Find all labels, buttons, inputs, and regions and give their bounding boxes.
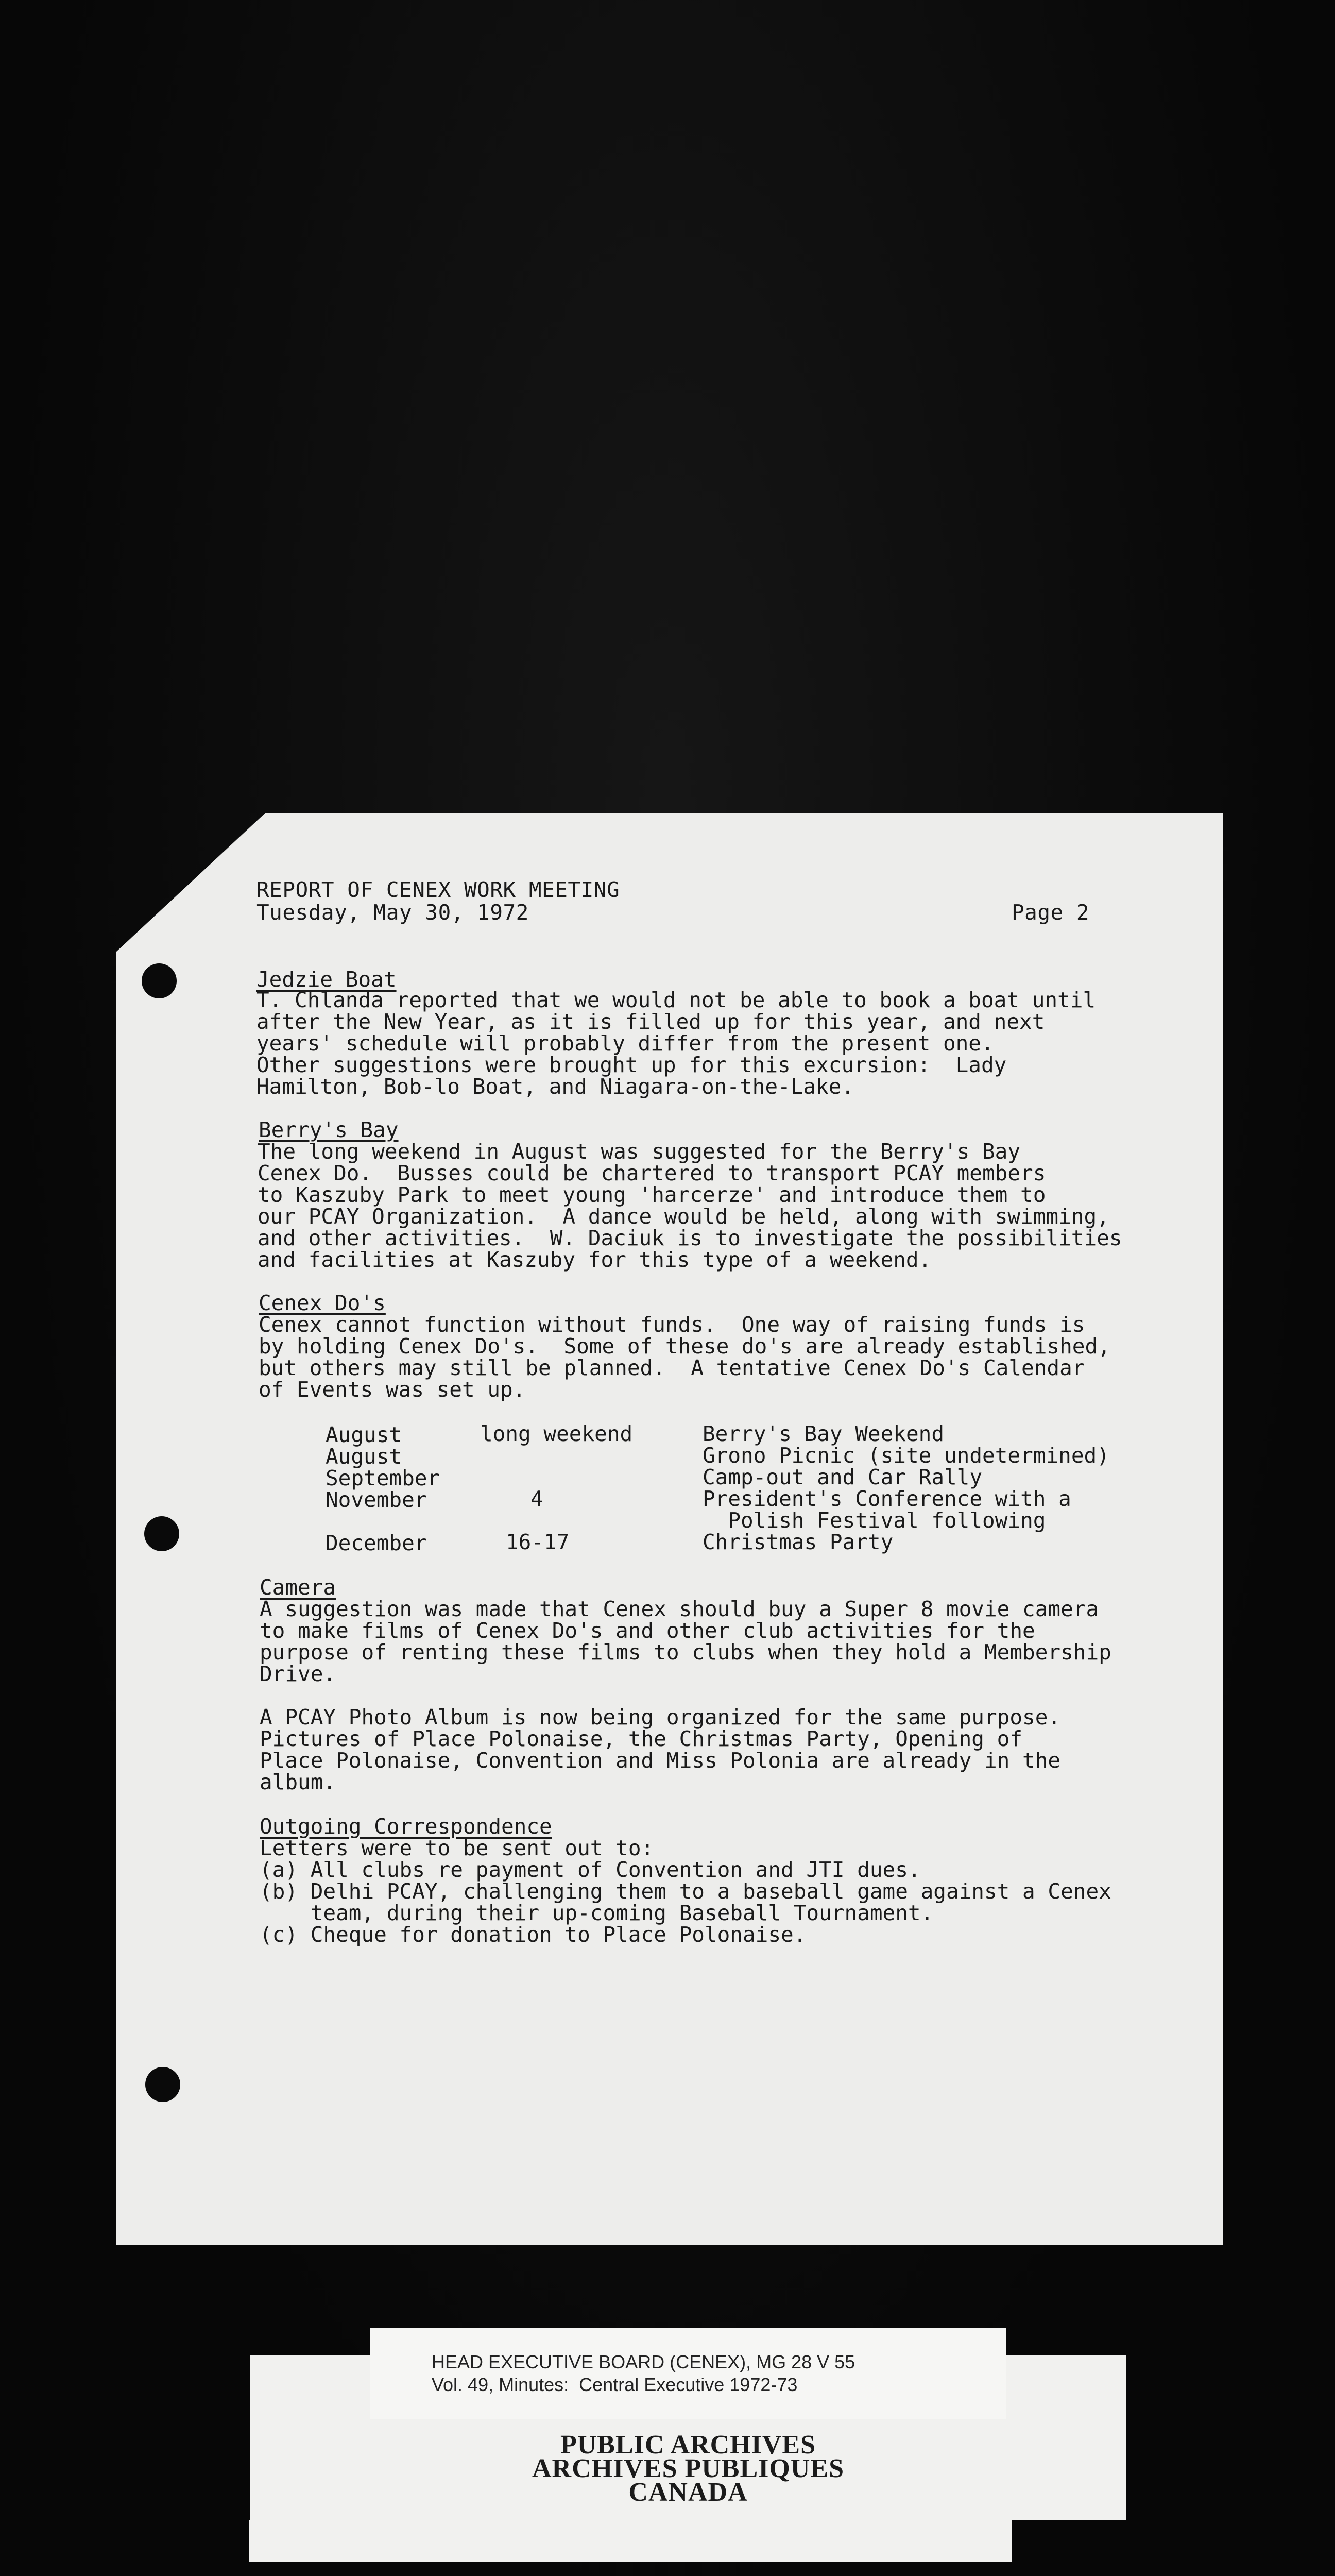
body-line: T. Chlanda reported that we would not be able to book a boat until: [256, 988, 1096, 1012]
calendar-month: December: [326, 1531, 427, 1555]
archive-reference-label: [370, 2328, 1006, 2419]
body-line: A suggestion was made that Cenex should buy a Super 8 movie camera: [260, 1597, 1099, 1621]
section-heading-camera: Camera: [260, 1575, 336, 1600]
body-line: years' schedule will probably differ from the present one.: [256, 1031, 994, 1056]
punch-hole-bottom: [145, 2067, 180, 2102]
archive-reference-line1: HEAD EXECUTIVE BOARD (CENEX), MG 28 V 55: [432, 2351, 855, 2372]
calendar-event: Christmas Party: [703, 1530, 894, 1554]
body-line: to Kaszuby Park to meet young 'harcerze' and introduce them to: [258, 1182, 1046, 1207]
body-line: by holding Cenex Do's. Some of these do's are already established,: [259, 1334, 1110, 1359]
calendar-event: President's Conference with a: [703, 1486, 1071, 1511]
body-line: Place Polonaise, Convention and Miss Polonia are already in the: [260, 1748, 1061, 1773]
calendar-month: September: [326, 1466, 440, 1490]
body-line: and other activities. W. Daciuk is to investigate the possibilities: [258, 1226, 1122, 1250]
body-line: Pictures of Place Polonaise, the Christmas Party, Opening of: [260, 1726, 1023, 1751]
body-line: purpose of renting these films to clubs when they hold a Membership: [260, 1640, 1111, 1665]
section-heading-cenex-dos: Cenex Do's: [259, 1291, 386, 1315]
calendar-event: Polish Festival following: [703, 1508, 1046, 1533]
calendar-month: August: [326, 1422, 402, 1447]
body-line: Cenex Do. Busses could be chartered to transport PCAY members: [258, 1161, 1046, 1185]
body-line: but others may still be planned. A tentative Cenex Do's Calendar: [259, 1355, 1085, 1380]
calendar-month: August: [326, 1444, 402, 1469]
calendar-date: 16-17: [506, 1530, 570, 1554]
section-heading-berrys-bay: Berry's Bay: [259, 1117, 399, 1142]
calendar-month: November: [326, 1487, 427, 1512]
label-strip-bottom: [249, 2520, 1012, 2562]
body-line: Drive.: [260, 1662, 336, 1686]
body-line: after the New Year, as it is filled up for this year, and next: [256, 1009, 1045, 1034]
body-line: Cenex cannot function without funds. One way of raising funds is: [259, 1312, 1085, 1337]
stamp-line-canada: CANADA: [628, 2478, 748, 2507]
body-line: of Events was set up.: [259, 1377, 526, 1402]
calendar-date: long weekend: [480, 1421, 633, 1446]
list-item: (c) Cheque for donation to Place Polonaise.: [260, 1922, 807, 1947]
archive-reference-line2: Vol. 49, Minutes: Central Executive 1972-73: [432, 2374, 798, 2395]
calendar-event: Berry's Bay Weekend: [703, 1421, 944, 1446]
page-number: Page 2: [1012, 900, 1090, 925]
calendar-event: Camp-out and Car Rally: [703, 1465, 983, 1489]
section-heading-outgoing-correspondence: Outgoing Correspondence: [260, 1814, 552, 1839]
body-line: Letters were to be sent out to:: [260, 1836, 654, 1860]
calendar-date: 4: [530, 1486, 543, 1511]
list-item: (a) All clubs re payment of Convention and JTI dues.: [260, 1857, 921, 1882]
section-heading-jedzie-boat: Jedzie Boat: [256, 967, 397, 992]
punch-hole-top: [142, 963, 177, 998]
report-title: REPORT OF CENEX WORK MEETING: [256, 877, 620, 902]
body-line: and facilities at Kaszuby for this type of a weekend.: [258, 1247, 932, 1272]
body-line: our PCAY Organization. A dance would be held, along with swimming,: [258, 1204, 1109, 1229]
calendar-event: Grono Picnic (site undetermined): [703, 1443, 1109, 1468]
stamp-line-public-archives: PUBLIC ARCHIVES: [560, 2430, 816, 2460]
list-item: (b) Delhi PCAY, challenging them to a baseball game against a Cenex: [260, 1879, 1111, 1904]
body-line: The long weekend in August was suggested for the Berry's Bay: [258, 1139, 1021, 1164]
body-line: Other suggestions were brought up for this excursion: Lady: [256, 1053, 1007, 1077]
body-line: to make films of Cenex Do's and other club activities for the: [260, 1618, 1035, 1643]
body-line: album.: [260, 1770, 336, 1794]
body-line: A PCAY Photo Album is now being organized for the same purpose.: [260, 1705, 1061, 1730]
body-line: Hamilton, Bob-lo Boat, and Niagara-on-the-Lake.: [256, 1074, 854, 1099]
list-item: team, during their up-coming Baseball Tournament.: [260, 1901, 934, 1925]
report-date: Tuesday, May 30, 1972: [256, 900, 529, 925]
punch-hole-middle: [144, 1516, 179, 1551]
stamp-line-archives-publiques: ARCHIVES PUBLIQUES: [532, 2454, 845, 2483]
